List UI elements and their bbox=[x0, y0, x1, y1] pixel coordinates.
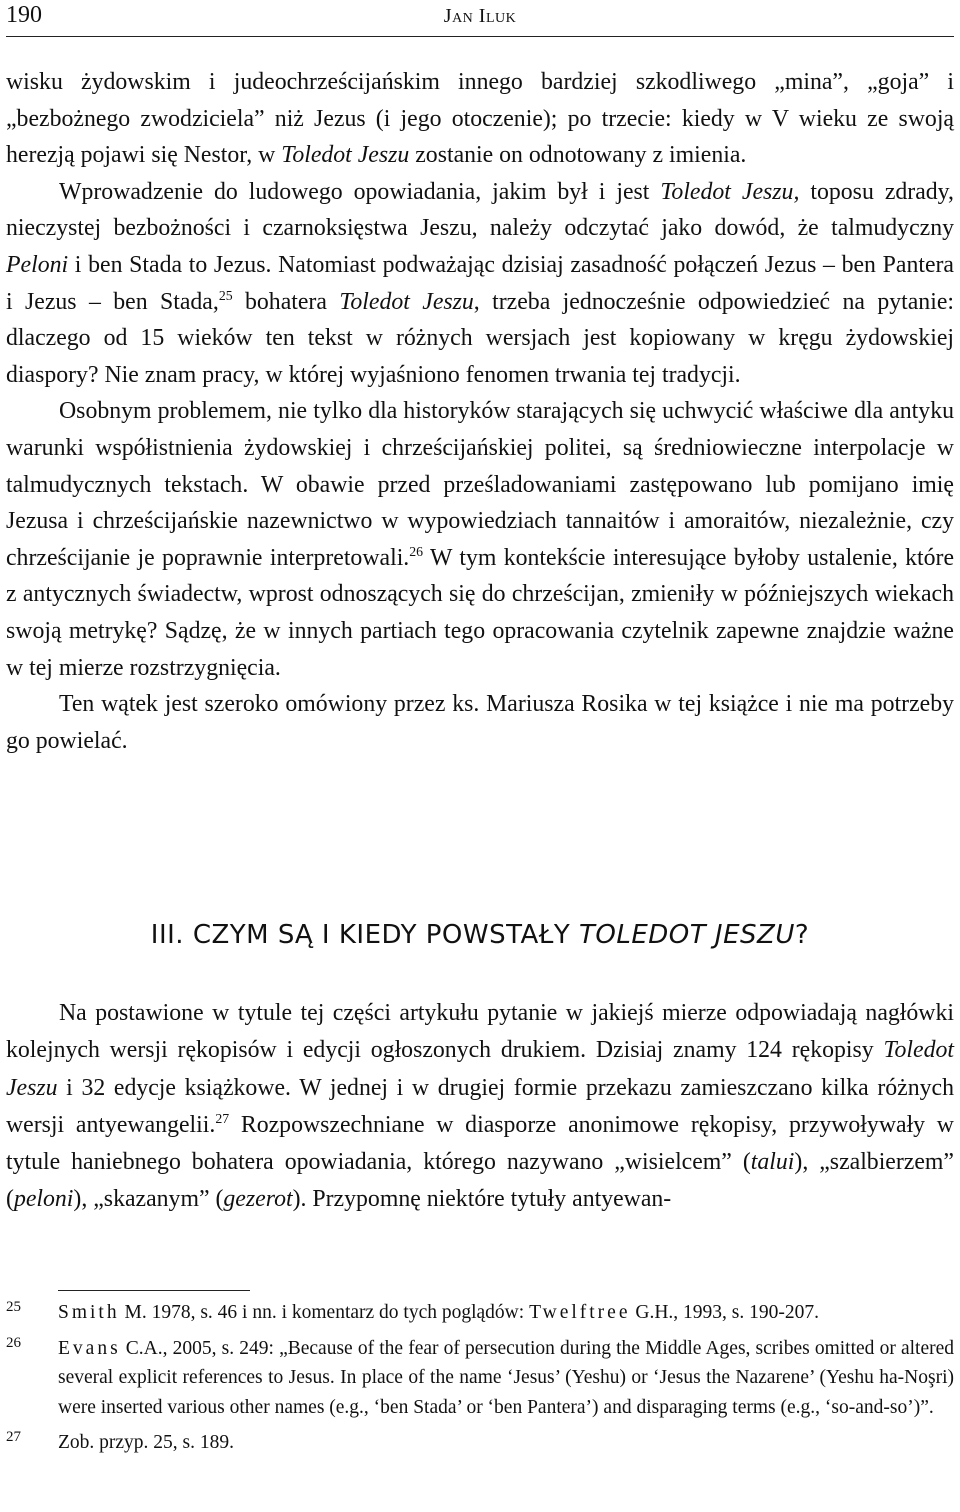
text-run: Ten wątek jest szeroko omówiony przez ks. Mariusza Rosika w tej książce i nie ma potrzeby go powielać. bbox=[6, 691, 954, 754]
author-name: Twelftree bbox=[529, 1302, 631, 1323]
paragraph-1 bbox=[6, 64, 954, 174]
heading-italic-title: TOLEDOT JESZU bbox=[579, 920, 795, 950]
italic-title: Toledot Jeszu, bbox=[660, 178, 800, 205]
footnotes bbox=[6, 1298, 954, 1458]
text-run: , trzeba jednocześnie odpowiedzieć na pytanie: dlaczego od 15 wieków ten tekst w różnych wersjach jest kopiowany w kręgu żydowskiej diaspory? Nie znam pracy, w której wyjaśniono fenomen trwania tej tradycji. bbox=[6, 288, 954, 388]
text-run: ), „skazanym” ( bbox=[73, 1186, 224, 1213]
footnote-ref-27[interactable]: 27 bbox=[215, 1110, 230, 1126]
text-run: toposu zdrady, nieczystej bezbożności i czarnoksięstwa Jeszu, należy odczytać jako dowód, że talmudyczny bbox=[6, 178, 954, 242]
italic-title: Toledot Jeszu bbox=[339, 288, 474, 315]
page-number: 190 bbox=[6, 2, 42, 28]
italic-term: talui bbox=[750, 1149, 795, 1176]
text-run: Na postawione w tytule tej części artykułu pytanie w jakiejś mierze odpowiadają nagłówki kolejnych wersji rękopisów i edycji ogłoszonych drukiem. Dzisiaj znamy 124 rękopisy bbox=[6, 1000, 954, 1064]
author-name: Smith bbox=[58, 1302, 120, 1323]
italic-term: Peloni bbox=[6, 251, 69, 278]
italic-term: peloni bbox=[13, 1186, 74, 1213]
text-run: Rozpowszechniane w diasporze anonimowe rękopisy, przywoływały w tytule haniebnego bohatera opowiadania, którego nazywano „wisielcem” ( bbox=[6, 1111, 954, 1176]
footnote-number: 26 bbox=[6, 1334, 21, 1351]
footnote-number: 25 bbox=[6, 1299, 21, 1315]
main-text bbox=[6, 64, 954, 759]
text-run: Wprowadzenie do ludowego opowiadania, jakim był i jest bbox=[59, 178, 661, 205]
section-heading bbox=[0, 920, 960, 950]
italic-title: Toledot Jeszu bbox=[6, 1037, 954, 1101]
paragraph-4 bbox=[6, 686, 954, 759]
text-run: i ben Stada to Jezus. Natomiast podważając dzisiaj zasadność połączeń Jezus – ben Pantera i Jezus – ben Stada, bbox=[6, 251, 954, 315]
paragraph-3 bbox=[6, 393, 954, 686]
text-run: C.A., 2005, s. 249: „Because of the fear of persecution during the Middle Ages, scribes omitted or altered several explicit references to Jesus. In place of the name ‘Jesus’ (Yeshu) or ‘Jesus the Nazarene’ (Yeshu ha-Noşri) were inserted various other names (e.g., ‘ben Stada’ or ‘ben Pantera’) and disparaging terms (e.g., ‘so-and-so’)”. bbox=[58, 1337, 954, 1418]
footnote-25 bbox=[6, 1298, 954, 1328]
heading-text: III. CZYM SĄ I KIEDY POWSTAŁY bbox=[150, 920, 580, 950]
text-run: ). Przypomnę niektóre tytuły antyewan- bbox=[292, 1186, 672, 1213]
text-run: Osobnym problemem, nie tylko dla historyków starających się uchwycić właściwe dla antyku warunki współistnienia żydowskiej i chrześcijańskiej politei, są średniowieczne interpolacje w talmudycznych tekstach. W obawie przed prześladowaniami zastępowano lub pomijano imię Jezusa i chrześcijańskie nazewnictwo w wypowiedziach tannaitów i amoraitów, niezależnie, czy chrześcijanie je poprawnie interpretowali. bbox=[6, 398, 954, 571]
paragraph-5 bbox=[6, 995, 954, 1219]
text-run: Zob. przyp. 25, s. 189. bbox=[58, 1432, 235, 1453]
text-run: G.H., 1993, s. 190-207. bbox=[630, 1302, 819, 1323]
italic-title: Toledot Jeszu bbox=[281, 142, 410, 169]
section-text bbox=[6, 995, 954, 1219]
text-run: bohatera bbox=[232, 288, 340, 315]
italic-term: gezerot bbox=[223, 1186, 293, 1213]
text-run: W tym kontekście interesujące byłoby ustalenie, które z antycznych świadectw, wprost odnoszących się do chrześcijan, zmieniły w późniejszych wiekach swoją metrykę? Sądzę, że w innych partiach tego opracowania czytelnik zapewne znajdzie ważne w tej mierze rozstrzygnięcia. bbox=[6, 544, 955, 681]
text-run: wisku żydowskim i judeochrześcijańskim innego bardziej szkodliwego „mina”, „goja” i „bezbożnego zwodziciela” niż Jezus (i jego otoczenie); po trzecie: kiedy w V wieku ze swoją herezją pojawi się Nestor, w bbox=[6, 69, 954, 169]
footnote-ref-25[interactable]: 25 bbox=[218, 287, 233, 303]
running-head: Jan Iluk bbox=[443, 5, 517, 27]
page-header bbox=[6, 2, 954, 37]
footnote-26 bbox=[6, 1334, 954, 1423]
text-run: zostanie on odnotowany z imienia. bbox=[409, 142, 747, 169]
footnote-ref-26[interactable]: 26 bbox=[409, 543, 424, 559]
footnote-separator bbox=[58, 1290, 250, 1291]
text-run: ), „szalbierzem” ( bbox=[6, 1149, 954, 1213]
footnote-27 bbox=[6, 1428, 954, 1458]
author-name: Evans bbox=[58, 1337, 121, 1359]
text-run: M. 1978, s. 46 i nn. i komentarz do tych poglądów: bbox=[119, 1302, 530, 1323]
text-run: i 32 edycje książkowe. W jednej i w drugiej formie przekazu zamieszczano kilka różnych wersji antyewangelii. bbox=[6, 1074, 954, 1138]
heading-end: ? bbox=[794, 920, 810, 950]
footnote-number: 27 bbox=[6, 1429, 21, 1445]
paragraph-2 bbox=[6, 174, 954, 394]
